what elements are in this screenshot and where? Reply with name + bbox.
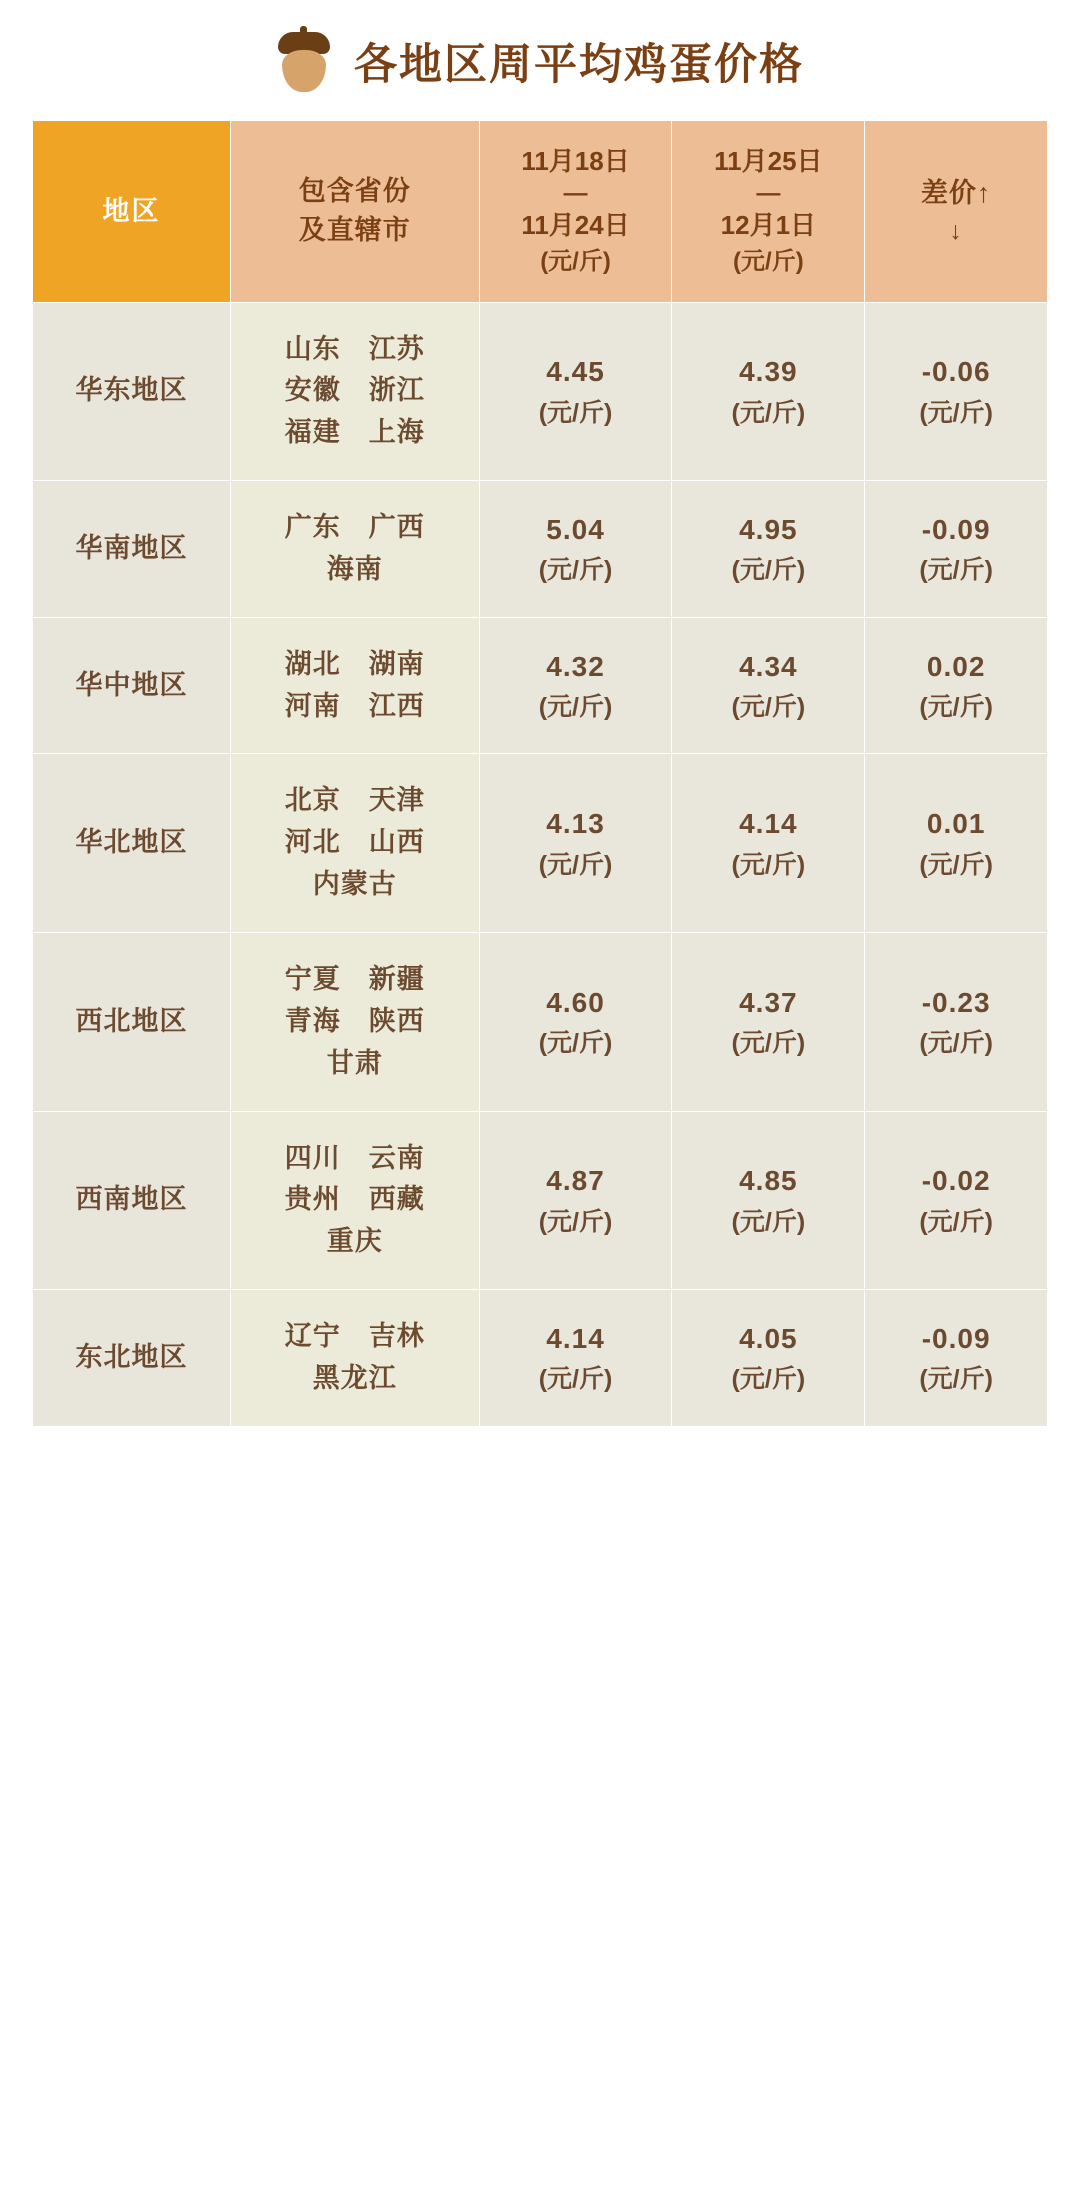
cell-week1-price — [479, 754, 672, 933]
cell-week2-price — [672, 754, 865, 933]
price-unit: (元/斤) — [538, 1207, 613, 1236]
cell-difference — [865, 481, 1048, 618]
price-unit: (元/斤) — [731, 1029, 806, 1058]
price-value: 4.45 — [546, 356, 605, 388]
price-unit: (元/斤) — [538, 398, 613, 427]
price-value: 4.14 — [546, 1322, 605, 1354]
cell-difference — [865, 1111, 1048, 1290]
price-value: 4.87 — [546, 1165, 605, 1197]
week2-unit: (元/斤) — [733, 247, 804, 275]
column-header-week2 — [672, 121, 865, 303]
price-value: 4.32 — [546, 650, 605, 682]
price-unit: (元/斤) — [538, 556, 613, 585]
province-line: 贵州 西藏 — [284, 1184, 425, 1215]
price-unit: (元/斤) — [919, 556, 993, 585]
cell-week2-price — [672, 1290, 865, 1427]
province-line: 福建 上海 — [284, 417, 425, 448]
week2-dash: — — [756, 179, 781, 207]
price-unit: (元/斤) — [919, 692, 993, 721]
cell-provinces — [230, 1290, 479, 1427]
cell-region: 西北地区 — [33, 933, 231, 1112]
price-value: 4.60 — [546, 986, 605, 1018]
cell-difference — [865, 754, 1048, 933]
page-title: 各地区周平均鸡蛋价格 — [354, 40, 804, 89]
cell-region: 华中地区 — [33, 617, 231, 754]
week2-end-date: 12月1日 — [720, 210, 817, 241]
cell-week1-price — [479, 933, 672, 1112]
price-value: 4.13 — [546, 808, 605, 840]
cell-week2-price — [672, 481, 865, 618]
page-header — [0, 0, 1080, 120]
cell-difference — [865, 1290, 1048, 1427]
province-line: 海南 — [326, 553, 383, 584]
price-value: 4.39 — [739, 356, 798, 388]
province-line: 广东 广西 — [284, 512, 425, 543]
column-header-week1 — [479, 121, 672, 303]
price-unit: (元/斤) — [538, 1365, 613, 1394]
cell-region: 华南地区 — [33, 481, 231, 618]
table-body — [33, 302, 1048, 1426]
cell-region: 华东地区 — [33, 302, 231, 481]
price-unit: (元/斤) — [919, 1365, 993, 1394]
cell-provinces — [230, 302, 479, 481]
table-row — [33, 617, 1048, 754]
week2-start-date: 11月25日 — [714, 146, 823, 176]
price-unit: (元/斤) — [538, 1029, 613, 1058]
difference-label: 差价↑ — [920, 177, 992, 208]
cell-difference — [865, 933, 1048, 1112]
arrow-down-icon: ↓ — [949, 216, 963, 245]
province-line: 湖北 湖南 — [284, 648, 425, 679]
cell-week1-price — [479, 1111, 672, 1290]
price-unit: (元/斤) — [731, 1207, 806, 1236]
difference-value: -0.09 — [921, 513, 991, 545]
price-table-container — [0, 120, 1080, 1467]
cell-provinces — [230, 754, 479, 933]
week1-start-date: 11月18日 — [521, 146, 630, 176]
province-line: 安徽 浙江 — [284, 375, 425, 406]
province-line: 内蒙古 — [312, 869, 397, 900]
cell-difference — [865, 302, 1048, 481]
table-row — [33, 754, 1048, 933]
table-row — [33, 933, 1048, 1112]
price-unit: (元/斤) — [731, 1365, 806, 1394]
province-header-line2: 及直辖市 — [298, 215, 411, 246]
price-unit: (元/斤) — [919, 398, 993, 427]
difference-value: -0.06 — [921, 356, 991, 388]
cell-week1-price — [479, 1290, 672, 1427]
cell-region: 西南地区 — [33, 1111, 231, 1290]
price-value: 4.37 — [739, 986, 798, 1018]
cell-week2-price — [672, 302, 865, 481]
cell-week1-price — [479, 481, 672, 618]
price-unit: (元/斤) — [731, 398, 806, 427]
province-line: 四川 云南 — [284, 1142, 425, 1173]
cell-week2-price — [672, 617, 865, 754]
price-unit: (元/斤) — [731, 692, 806, 721]
province-line: 甘肃 — [326, 1047, 383, 1078]
week1-dash: — — [563, 179, 588, 207]
cell-week1-price — [479, 302, 672, 481]
cell-provinces — [230, 481, 479, 618]
cell-week2-price — [672, 933, 865, 1112]
price-value: 4.34 — [739, 650, 798, 682]
price-unit: (元/斤) — [538, 692, 613, 721]
column-header-provinces — [230, 121, 479, 303]
table-header — [33, 121, 1048, 303]
cell-provinces — [230, 933, 479, 1112]
province-line: 河北 山西 — [284, 827, 425, 858]
price-unit: (元/斤) — [919, 1207, 993, 1236]
price-unit: (元/斤) — [731, 556, 806, 585]
column-header-difference — [865, 121, 1048, 303]
price-value: 4.95 — [739, 513, 798, 545]
acorn-icon — [276, 30, 332, 92]
province-line: 河南 江西 — [284, 690, 425, 721]
difference-value: -0.09 — [921, 1322, 991, 1354]
price-value: 4.05 — [739, 1322, 798, 1354]
price-unit: (元/斤) — [919, 850, 993, 879]
cell-week1-price — [479, 617, 672, 754]
egg-price-table — [32, 120, 1048, 1427]
column-header-region: 地区 — [33, 121, 231, 303]
difference-value: -0.23 — [921, 986, 991, 1018]
week1-unit: (元/斤) — [540, 247, 611, 275]
price-unit: (元/斤) — [919, 1029, 993, 1058]
table-row — [33, 1111, 1048, 1290]
province-line: 山东 江苏 — [284, 333, 425, 364]
province-line: 重庆 — [326, 1226, 383, 1257]
cell-difference — [865, 617, 1048, 754]
province-line: 北京 天津 — [284, 785, 425, 816]
price-value: 4.14 — [739, 808, 798, 840]
table-row — [33, 481, 1048, 618]
price-value: 4.85 — [739, 1165, 798, 1197]
cell-provinces — [230, 1111, 479, 1290]
province-line: 辽宁 吉林 — [284, 1321, 425, 1352]
table-header-row — [33, 121, 1048, 303]
province-line: 黑龙江 — [312, 1362, 397, 1393]
province-line: 青海 陕西 — [284, 1005, 425, 1036]
cell-region: 东北地区 — [33, 1290, 231, 1427]
price-value: 5.04 — [546, 513, 605, 545]
difference-value: -0.02 — [921, 1165, 991, 1197]
province-header-line1: 包含省份 — [298, 176, 411, 207]
price-unit: (元/斤) — [731, 850, 806, 879]
cell-provinces — [230, 617, 479, 754]
difference-value: 0.01 — [926, 808, 986, 840]
week1-end-date: 11月24日 — [521, 210, 630, 241]
price-unit: (元/斤) — [538, 850, 613, 879]
cell-week2-price — [672, 1111, 865, 1290]
difference-value: 0.02 — [926, 650, 986, 682]
cell-region: 华北地区 — [33, 754, 231, 933]
table-row — [33, 302, 1048, 481]
province-line: 宁夏 新疆 — [284, 964, 425, 994]
table-row — [33, 1290, 1048, 1427]
